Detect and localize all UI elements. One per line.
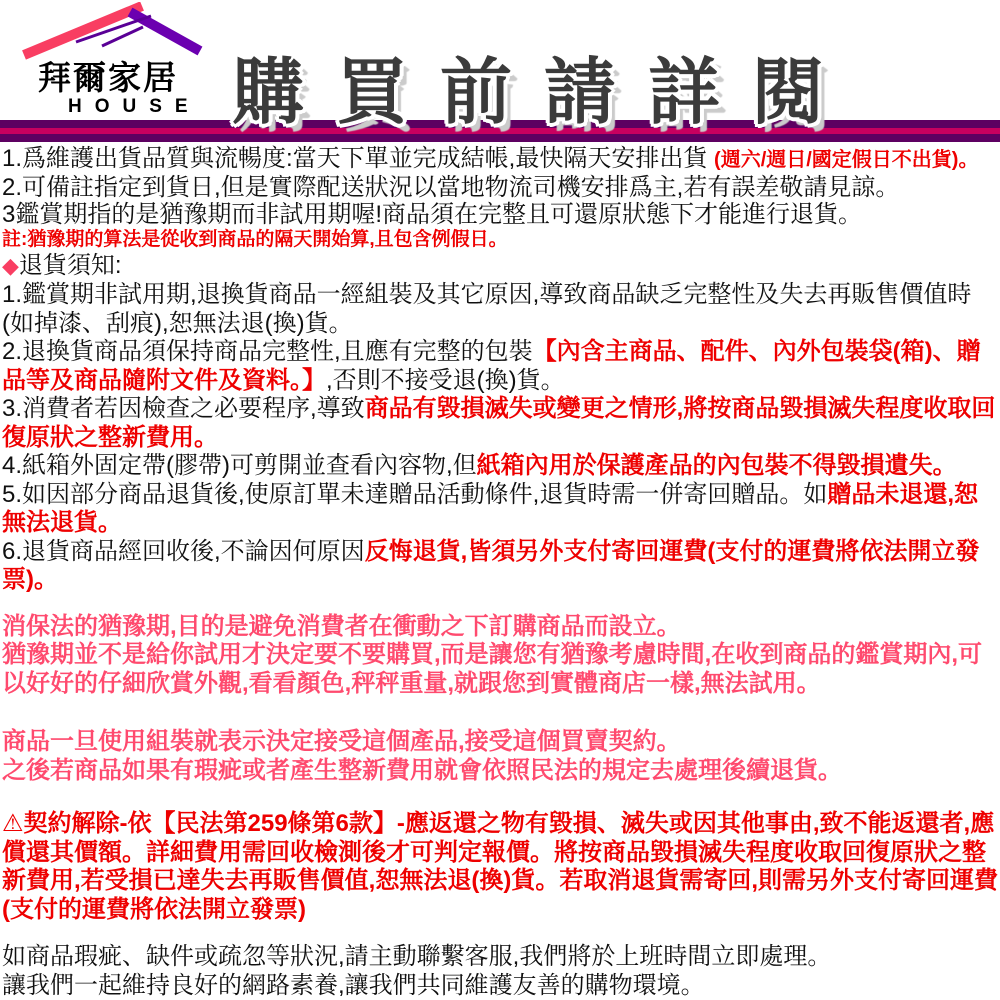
text-segment: 消保法的猶豫期,目的是避免消費者在衝動之下訂購商品而設立。	[2, 612, 681, 640]
return-notice-heading	[2, 251, 998, 281]
text-segment: 紙箱內用於保護產品的內包裝不得毀損遺失。	[476, 452, 957, 479]
contract-text	[2, 757, 998, 786]
diamond-icon: ◆	[2, 253, 19, 278]
text-segment: 商品有毀損滅失或變更之情形,將按商品毀損滅失程度收取回復原狀之整新費用。	[2, 395, 996, 451]
hesitation-text	[2, 613, 998, 642]
text-segment: 2.退換貨商品須保持商品完整性,且應有完整的包裝	[2, 338, 533, 365]
text-segment: 【內含主商品、配件、內外包裝袋(箱)、贈品等及商品隨附文件及資料。】	[2, 338, 981, 394]
consumer-protection-section	[2, 613, 998, 699]
return-item	[2, 395, 998, 452]
brand-logo	[18, 2, 208, 118]
text-segment: 契約解除-依【民法第259條第6款】-應返還之物有毀損、滅失或因其他事由,致不能返還者,應償還其價額。詳細費用需回收檢測後才可判定報價。將按商品毀損滅失程度收取回復原狀之整新費用,若受損已達失去再販售價值,恕無法退(換)貨。若取消退貨需寄回,則需另外支付寄回運費(支付的運費將依法開立發票)	[2, 810, 998, 923]
text-segment: 4.紙箱外固定帶(膠帶)可剪開並查看內容物,但	[2, 452, 477, 479]
termination-clause	[2, 810, 998, 924]
service-note-line	[2, 943, 998, 972]
shipping-note-line	[2, 174, 998, 201]
shipping-note-line	[2, 145, 998, 174]
return-item	[2, 281, 998, 338]
return-notice-items	[2, 281, 998, 595]
shipping-section	[2, 145, 998, 228]
text-segment: (週六/週日/國定假日不出貨)。	[714, 149, 979, 171]
text-segment: 1.鑑賞期非試用期,退換貨商品一經組裝及其它原因,導致商品缺乏完整性及失去再販售價值時(如掉漆、刮痕),恕無法退(換)貨。	[2, 281, 972, 337]
text-segment: 讓我們一起維持良好的網路素養,讓我們共同維護友善的購物環境。	[2, 971, 705, 999]
text-segment: 6.退貨商品經回收後,不論因何原因	[2, 537, 365, 565]
text-segment: 3鑑賞期指的是猶豫期而非試用期喔!商品須在完整且可還原狀態下才能進行退貨。	[2, 201, 863, 228]
brand-name: 拜爾家居	[38, 59, 178, 96]
customer-service-section	[2, 943, 998, 1000]
hesitation-text	[2, 641, 998, 698]
notice-body	[0, 142, 1000, 1000]
brand-subtitle: HOUSE	[68, 96, 201, 117]
contract-text	[2, 728, 998, 757]
return-item	[2, 538, 998, 595]
text-segment: 5.如因部分商品退貨後,使原訂單未達贈品活動條件,退貨時需一併寄回贈品。如	[2, 480, 828, 508]
return-item	[2, 338, 998, 395]
roof-logo-icon	[18, 2, 208, 60]
contract-section	[2, 728, 998, 785]
return-notice-heading-label: 退貨須知:	[18, 252, 122, 279]
text-segment: 2.可備註指定到貨日,但是實際配送狀況以當地物流司機安排爲主,若有誤差敬請見諒。	[2, 174, 900, 201]
text-segment: 如商品瑕疵、缺件或疏忽等狀況,請主動聯繫客服,我們將於上班時間立即處理。	[2, 943, 832, 970]
return-item	[2, 481, 998, 538]
text-segment: 3.消費者若因檢查之必要程序,導致	[2, 395, 365, 422]
text-segment: 商品一旦使用組裝就表示決定接受這個產品,接受這個買賣契約。	[2, 728, 681, 755]
return-item	[2, 452, 998, 481]
text-segment: 猶豫期並不是給你試用才決定要不要購買,而是讓您有猶豫考慮時間,在收到商品的鑑賞期內,可以好好的仔細欣賞外觀,看看顏色,秤秤重量,就跟您到實體商店一樣,無法試用。	[2, 641, 983, 697]
service-note-line	[2, 972, 998, 1000]
text-segment: 之後若商品如果有瑕疵或者產生整新費用就會依照民法的規定去處理後續退貨。	[2, 756, 842, 784]
hesitation-period-note: 註:猶豫期的算法是從收到商品的隔天開始算,且包含例假日。	[2, 229, 508, 250]
text-segment: 1.爲維護出貨品質與流暢度:當天下單並完成結帳,最快隔天安排出貨	[2, 145, 715, 172]
text-segment: 贈品未退還,恕無法退貨。	[2, 480, 979, 536]
text-segment: ,否則不接受退(換)貨。	[326, 366, 565, 394]
shipping-note-line	[2, 201, 998, 228]
page-title: 購買前請詳閱	[232, 53, 857, 133]
text-segment: 反悔退貨,皆須另外支付寄回運費(支付的運費將依法開立發票)。	[2, 537, 980, 593]
header	[0, 0, 1000, 133]
termination-section	[2, 810, 998, 924]
warning-icon: ⚠	[2, 810, 24, 837]
